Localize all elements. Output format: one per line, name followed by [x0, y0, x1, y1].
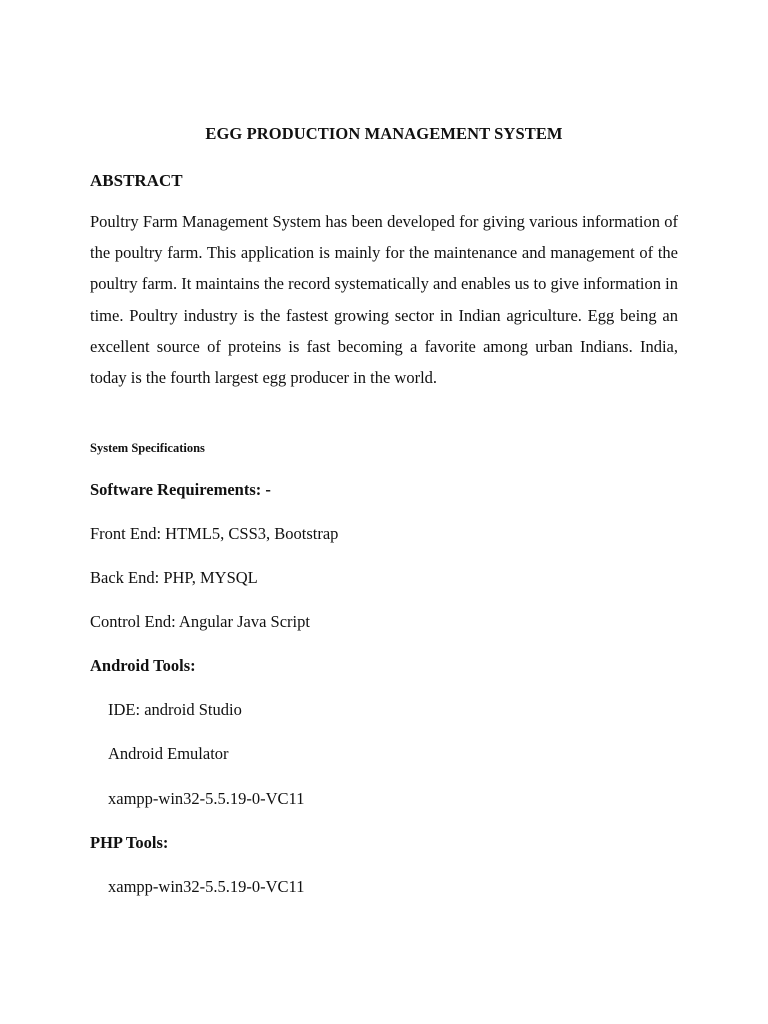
back-end-line: Back End: PHP, MYSQL — [90, 568, 258, 587]
system-specifications-heading: System Specifications — [90, 441, 205, 455]
android-tools-heading: Android Tools: — [90, 656, 196, 675]
android-tool-item: xampp-win32-5.5.19-0-VC11 — [108, 789, 305, 808]
control-end-line: Control End: Angular Java Script — [90, 612, 310, 631]
php-tools-heading: PHP Tools: — [90, 833, 169, 852]
document-title: EGG PRODUCTION MANAGEMENT SYSTEM — [205, 124, 563, 143]
abstract-heading: ABSTRACT — [90, 171, 183, 190]
abstract-paragraph: Poultry Farm Management System has been developed for giving various information of the poultry farm. This application is mainly for the maintenance and management of the poultry farm. It maintains the record systematically and enables us to give information in time. Poultry industry is the fastest growing sector in Indian agriculture. Egg being an excellent source of proteins is fast becoming a favorite among urban Indians. India, today is the fourth largest egg producer in the world. — [90, 212, 678, 388]
software-requirements-heading: Software Requirements: - — [90, 480, 271, 499]
android-tool-item: IDE: android Studio — [108, 700, 242, 719]
front-end-line: Front End: HTML5, CSS3, Bootstrap — [90, 524, 339, 543]
php-tool-item: xampp-win32-5.5.19-0-VC11 — [108, 877, 305, 896]
android-tool-item: Android Emulator — [108, 744, 229, 763]
